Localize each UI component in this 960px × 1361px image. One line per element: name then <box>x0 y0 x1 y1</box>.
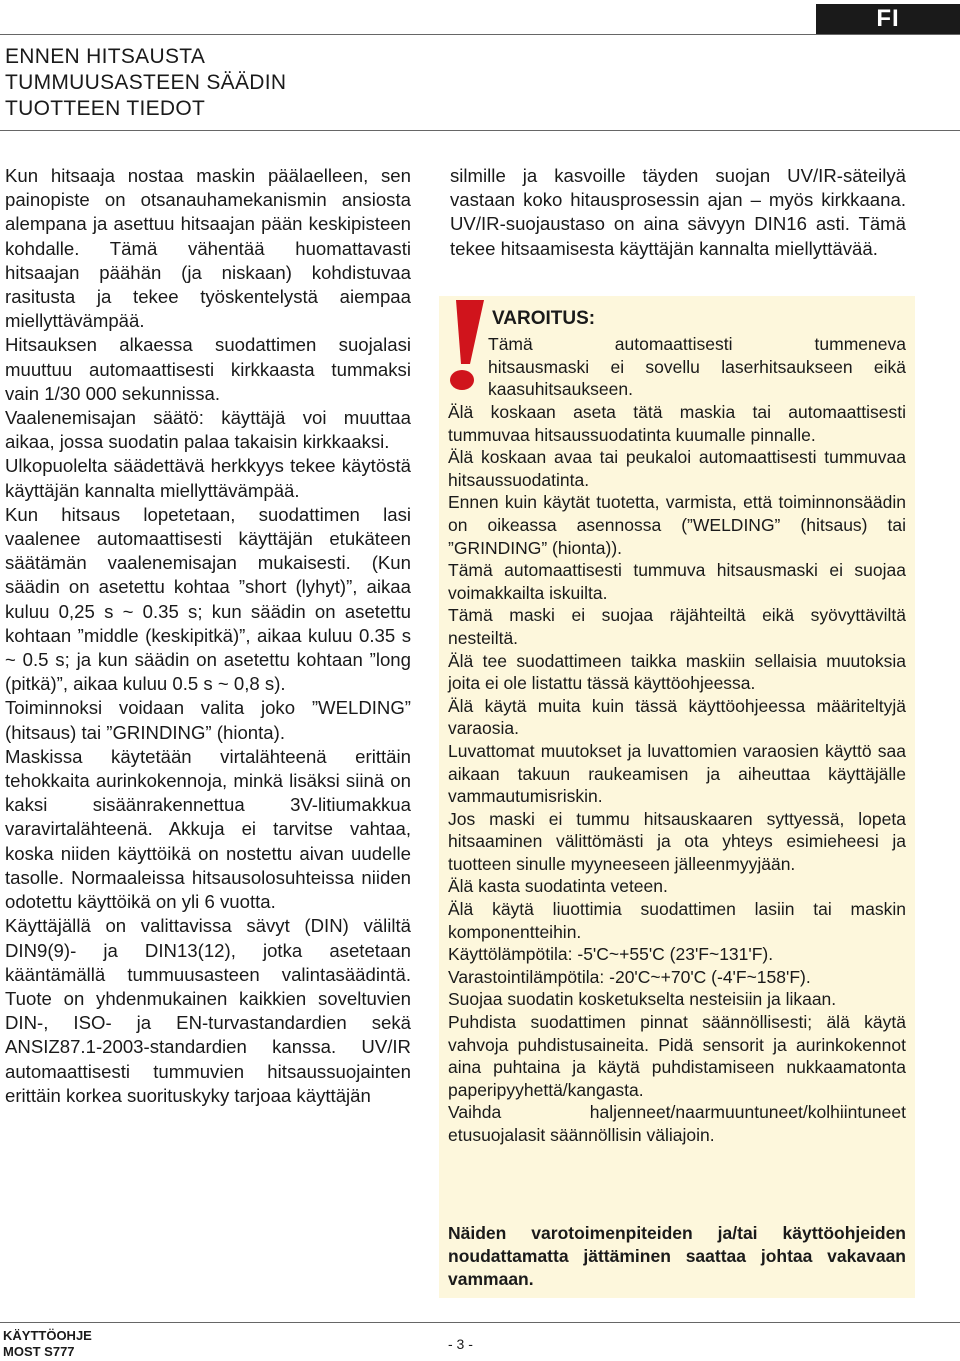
section-titles <box>5 44 286 122</box>
title-divider <box>0 130 960 131</box>
page-number: - 3 - <box>448 1336 473 1352</box>
warning-intro-line: hitsausmaski ei sovellu laserhitsaukseen eikä kaasuhitsaukseen. <box>488 356 906 400</box>
paragraph: Ulkopuolelta säädettävä herkkyys tekee käytöstä käyttäjän kannalta miellyttävämpää. <box>5 455 411 501</box>
exclamation-icon <box>440 298 486 392</box>
warning-item: Luvattomat muutokset ja luvattomien varaosien käyttö saa aikaan takuun raukeamisen ja aiheuttaa käyttäjälle vammautumisriskin. <box>448 740 906 807</box>
footer-model: MOST S777 <box>3 1344 75 1359</box>
paragraph: Maskissa käytetään virtalähteenä erittäin tehokkaita aurinkokennoja, minkä lisäksi siinä on kaksi sisäänrakennettua 3V-litiumakkua varavirtalähteenä. Akkuja ei tarvitse vahtaa, koska niiden käyttöikä on nostettu aivan uudelle tasolle. Normaaleissa hitsausolosuhteissa niiden odotettu käyttöikä on yli 6 vuotta. <box>5 745 411 913</box>
paragraph: Vaalenemisajan säätö: käyttäjä voi muuttaa aikaa, jossa suodatin palaa takaisin kirkkaaksi. <box>5 407 411 453</box>
warning-item: Tämä maski ei suojaa räjähteiltä eikä syövyttäviltä nesteiltä. <box>448 605 906 648</box>
paragraph: Kun hitsaaja nostaa maskin päälaelleen, sen painopiste on otsanauhamekanismin ansiosta alempana ja asettuu hitsaajan pään keskipisteen kohdalle. Tämä vähentää huomattavasti hitsaajan päähän (ja niskaan) kohdistuvaa rasitusta ja tekee työskentelystä aiempaa miellyttävämpää. <box>5 165 411 332</box>
paragraph: Kun hitsaus lopetetaan, suodattimen lasi vaalenee automaattisesti käyttäjän etukäteen säätämän vaalenemisajan mukaisesti. (Kun säädin on asetettu kohtaa ”short (lyhyt)”, aikaa kuluu 0,25 s ~ 0.35 s; kun säädin on asetettu kohtaan ”middle (keskipitkä)”, aikaa kuluu 0.35 s ~ 0.5 s; ja kun säädin on asetettu kohtaan ”long (pitkä)”, aikaa kuluu 0.5 s ~ 0,8 s). <box>5 503 411 695</box>
section-title: TUMMUUSASTEEN SÄÄDIN <box>5 71 287 94</box>
paragraph: silmille ja kasvoille täyden suojan UV/IR-säteilyä vastaan koko hitausprosessin ajan – myös kirkkaana. UV/IR-suojaustaso on aina sävyyn DIN16 asti. Tämä tekee hitsaamisesta käyttäjän kannalta miellyttävää. <box>450 165 906 259</box>
warning-item: Älä kasta suodatinta veteen. <box>448 876 668 897</box>
warning-item: Ennen kuin käytät tuotetta, varmista, että toiminnonsäädin on oikeassa asennossa (”WELDING” (hitsaus) tai ”GRINDING” (hionta)). <box>448 492 906 558</box>
warning-final-note: Näiden varotoimenpiteiden ja/tai käyttöohjeiden noudattamatta jättäminen saattaa johtaa vakavaan vammaan. <box>448 1223 906 1289</box>
warning-item: Vaihda haljenneet/naarmuuntuneet/kolhiintuneet etusuojalasit säännöllisin väliajoin. <box>448 1102 906 1145</box>
left-column <box>5 164 411 1108</box>
footer-doc-info <box>3 1328 92 1360</box>
warning-item: Älä käytä muita kuin tässä käyttöohjeessa määriteltyjä varaosia. <box>448 695 906 739</box>
warning-item: Älä koskaan avaa tai peukaloi automaattisesti tummuvaa hitsaussuodatinta. <box>448 447 906 490</box>
warning-item: Jos maski ei tummu hitsauskaaren syttyessä, lopeta hitsaaminen välittömästi ja ota yhteys esimieheesi ja tuotteen sinulle myyneeseen jälleenmyyjään. <box>448 808 906 874</box>
section-title: ENNEN HITSAUSTA <box>5 45 206 68</box>
warning-item: Tämä automaattisesti tummuva hitsausmaski ei suojaa voimakkailta iskuilta. <box>448 560 906 603</box>
paragraph: Toiminnoksi voidaan valita joko ”WELDING” (hitsaus) tai ”GRINDING” (hionta). <box>5 697 411 743</box>
footer-divider <box>0 1322 960 1323</box>
language-tag: FI <box>816 4 960 34</box>
warning-item: Älä käytä liuottimia suodattimen lasiin tai maskin komponentteihin. <box>448 899 906 942</box>
header-divider <box>0 34 960 35</box>
warning-item: Varastointilämpötila: -20'C~+70'C (-4'F~158'F). <box>448 966 811 987</box>
warning-item: Puhdista suodattimen pinnat säännöllisesti; älä käytä vahvoja puhdistusaineita. Pidä sensorit ja aurinkokennot aina puhtaina ja käytä puhdistamiseen nukkaamatonta paperipyyhettä/kangasta. <box>448 1012 906 1100</box>
warning-item: Suojaa suodatin kosketukselta nesteisiin ja likaan. <box>448 989 837 1010</box>
warning-intro <box>488 333 906 401</box>
warning-item: Älä koskaan aseta tätä maskia tai automaattisesti tummuvaa hitsaussuodatinta kuumalle pinnalle. <box>448 402 906 445</box>
paragraph: Hitsauksen alkaessa suodattimen suojalasi muuttuu automaattisesti kirkkaasta tummaksi vain 1/30 000 sekunnissa. <box>5 334 411 404</box>
section-title: TUOTTEEN TIEDOT <box>5 97 206 120</box>
warning-title: VAROITUS: <box>492 308 596 329</box>
warning-item: Älä tee suodattimeen taikka maskiin sellaisia muutoksia joita ei ole listattu tässä käyttöohjeessa. <box>448 650 906 694</box>
paragraph: Käyttäjällä on valittavissa sävyt (DIN) väliltä DIN9(9)- ja DIN13(12), jotka asetetaan kääntämällä tummuusasteen valintasäädintä. Tuote on yhdenmukainen kaikkien soveltuvien DIN-, ISO- ja EN-turvastandardien sekä ANSIZ87.1-2003-standardien kanssa. UV/IR automaattisesti tummuvien hitsaussuojainten erittäin korkea suorituskyky tarjoaa käyttäjän <box>5 915 411 1106</box>
footer-doc-type: KÄYTTÖOHJE <box>3 1328 92 1343</box>
right-column-continuation <box>450 164 906 261</box>
warning-intro-line: Tämä automaattisesti tummeneva <box>488 334 906 354</box>
warning-list <box>448 401 906 1147</box>
warning-item: Käyttölämpötila: -5'C~+55'C (23'F~131'F). <box>448 944 774 965</box>
